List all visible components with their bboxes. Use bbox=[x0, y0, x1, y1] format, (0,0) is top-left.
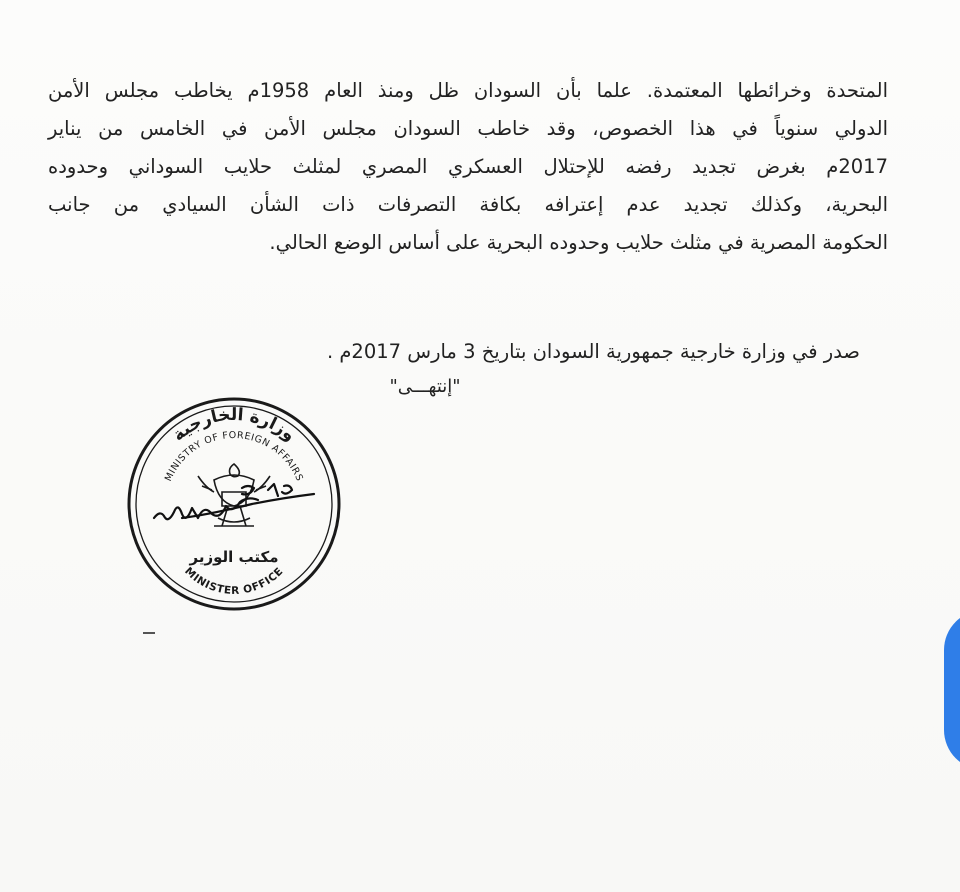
handwritten-signature-icon bbox=[154, 484, 314, 519]
stamp-arabic-bottom: مكتب الوزير bbox=[189, 548, 279, 566]
issued-statement: صدر في وزارة خارجية جمهورية السودان بتاريخ 3 مارس 2017م . bbox=[326, 340, 860, 363]
paragraph-line-4: البحرية، وكذلك تجديد عدم إعترافه بكافة التصرفات ذات الشأن السيادي من جانب bbox=[48, 193, 888, 216]
paragraph-line-3: 2017م بغرض تجديد رفضه للإحتلال العسكري المصري لمثلث حلايب السوداني وحدوده bbox=[48, 155, 888, 178]
paragraph-line-2: الدولي سنوياً في هذا الخصوص، وقد خاطب السودان مجلس الأمن في الخامس من يناير bbox=[48, 117, 888, 140]
body-paragraph bbox=[48, 72, 888, 262]
paragraph-line-1: المتحدة وخرائطها المعتمدة. علما بأن السودان ظل ومنذ العام 1958م يخاطب مجلس الأمن bbox=[48, 79, 888, 102]
ministry-stamp bbox=[118, 394, 350, 614]
page-edge-accent bbox=[944, 610, 960, 770]
stray-mark bbox=[143, 632, 155, 634]
secretary-bird-emblem-icon bbox=[198, 464, 270, 526]
stamp-english-top: MINISTRY OF FOREIGN AFFAIRS bbox=[162, 429, 306, 484]
stamp-arabic-top: وزارة الخارجية bbox=[168, 404, 300, 446]
stamp-english-bottom: MINISTER OFFICE bbox=[182, 565, 286, 597]
end-marker: "إنتهـــى" bbox=[389, 376, 461, 397]
paragraph-line-5: الحكومة المصرية في مثلث حلايب وحدوده البحرية على أساس الوضع الحالي. bbox=[269, 231, 888, 254]
